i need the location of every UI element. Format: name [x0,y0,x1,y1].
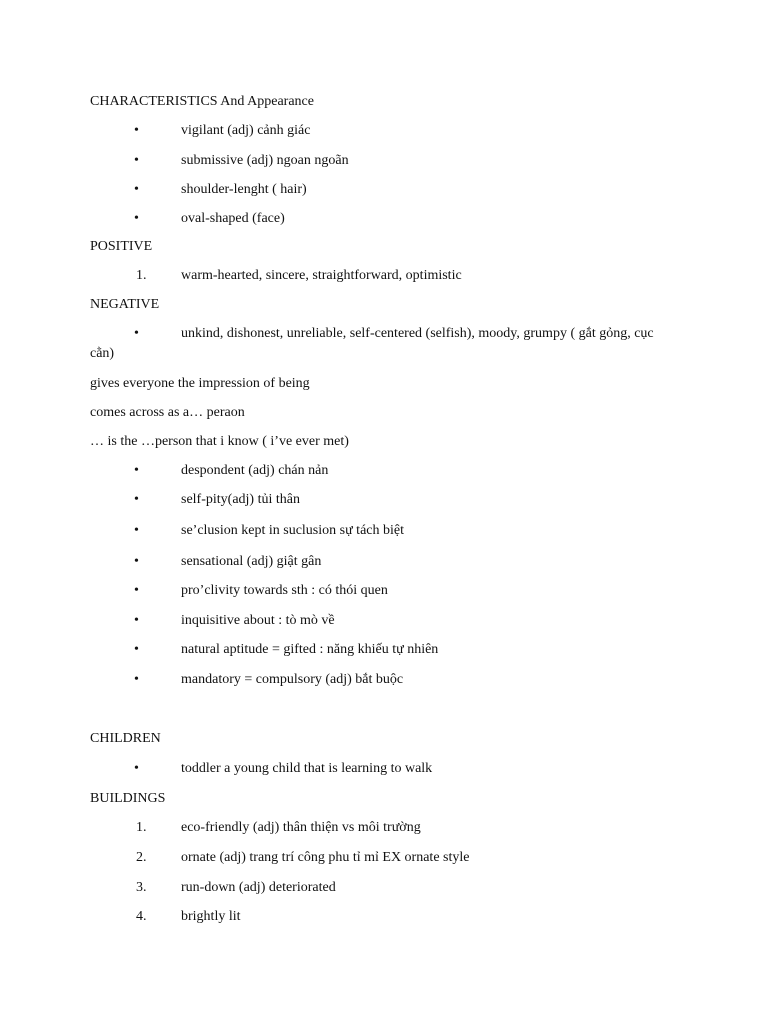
list-item-text: natural aptitude = gifted : năng khiếu tự nhiên [181,642,439,657]
list-item-text: mandatory = compulsory (adj) bắt buộc [181,672,404,687]
bullet-icon: • [134,761,139,776]
list-item-text: submissive (adj) ngoan ngoãn [181,153,349,168]
list-item-text: vigilant (adj) cảnh giác [181,123,311,138]
bullet-icon: • [134,523,139,538]
bullet-icon: • [134,613,139,628]
positive-heading: POSITIVE [90,239,153,254]
list-item-text: inquisitive about : tò mò về [181,613,335,628]
children-heading: CHILDREN [90,731,161,746]
list-number: 2. [136,850,147,865]
characteristics-heading: CHARACTERISTICS And Appearance [90,94,314,109]
bullet-icon: • [134,492,139,507]
list-item [0,123,768,141]
list-item [0,761,768,779]
list-item [0,211,768,229]
list-item-text: toddler a young child that is learning to walk [181,761,433,776]
list-number: 3. [136,880,147,895]
list-item [0,492,768,510]
list-item-text: run-down (adj) deteriorated [181,880,336,895]
list-item-text: oval-shaped (face) [181,211,285,226]
bullet-icon: • [134,554,139,569]
list-item [0,182,768,200]
list-item [0,583,768,601]
list-item [0,850,768,868]
bullet-icon: • [134,123,139,138]
list-item [0,909,768,927]
list-item [0,463,768,481]
list-item-text: brightly lit [181,909,241,924]
bullet-icon: • [134,583,139,598]
list-item [0,554,768,572]
list-item [0,672,768,690]
list-item [0,523,768,541]
bullet-icon: • [134,153,139,168]
bullet-icon: • [134,182,139,197]
bullet-icon: • [134,672,139,687]
bullet-icon: • [134,463,139,478]
list-item-text: despondent (adj) chán nản [181,463,329,478]
phrase-line: comes across as a… peraon [90,405,245,420]
list-item [0,613,768,631]
list-item-text: shoulder-lenght ( hair) [181,182,307,197]
list-item [0,880,768,898]
list-item-text: ornate (adj) trang trí công phu tỉ mỉ EX ornate style [181,850,470,865]
list-item-text: warm-hearted, sincere, straightforward, optimistic [181,268,462,283]
list-item-text: eco-friendly (adj) thân thiện vs môi trường [181,820,421,835]
list-number: 1. [136,820,147,835]
list-number: 1. [136,268,147,283]
list-item [0,820,768,838]
buildings-heading: BUILDINGS [90,791,166,806]
list-item-text: self-pity(adj) tủi thân [181,492,300,507]
bullet-icon: • [134,211,139,226]
list-item [0,153,768,171]
list-item-text-continuation: cằn) [90,346,115,361]
phrase-line: … is the …person that i know ( i’ve ever met) [90,434,349,449]
phrase-line: gives everyone the impression of being [90,376,310,391]
list-item-text: sensational (adj) giật gân [181,554,322,569]
list-item-text: pro’clivity towards sth : có thói quen [181,583,388,598]
list-item-text: se’clusion kept in suclusion sự tách biệt [181,523,404,538]
list-number: 4. [136,909,147,924]
bullet-icon: • [134,642,139,657]
list-item [0,268,768,286]
negative-heading: NEGATIVE [90,297,160,312]
list-item-text: unkind, dishonest, unreliable, self-centered (selfish), moody, grumpy ( gắt gỏng, cục [181,326,654,341]
list-item [0,326,768,366]
list-item [0,642,768,660]
bullet-icon: • [134,326,139,341]
